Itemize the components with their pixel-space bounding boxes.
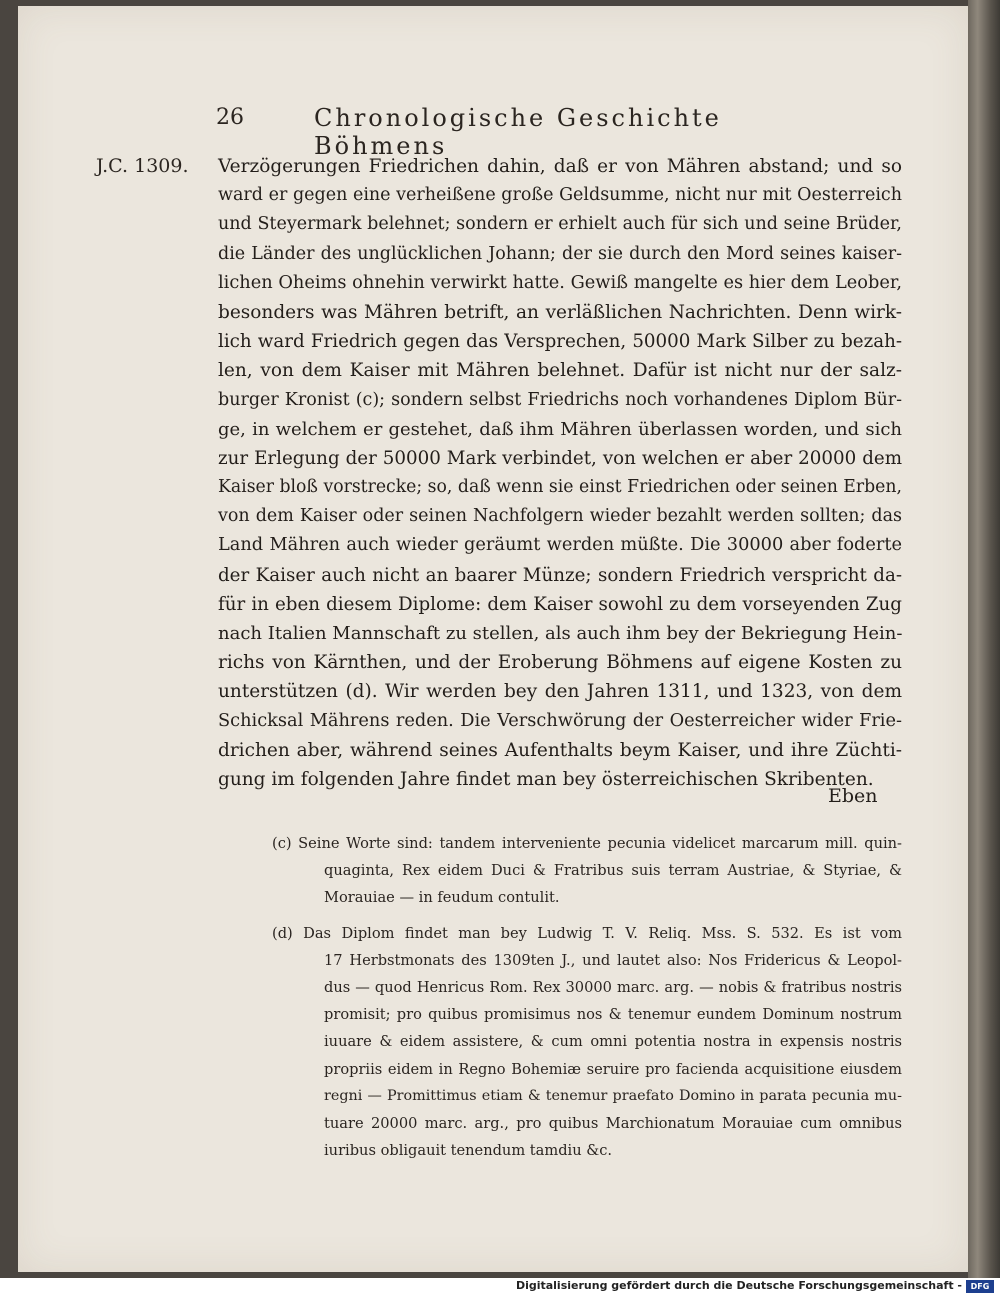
footnote-c-line: (c) Seine Worte sind: tandem interveniente pecunia videlicet marcarum mill. quin- <box>272 835 902 852</box>
digitization-footer <box>0 1278 1000 1295</box>
text-line: der Kaiser auch nicht an baarer Münze; sondern Friedrich verspricht da- <box>218 564 902 586</box>
text-line: lich ward Friedrich gegen das Versprechen, 50000 Mark Silber zu bezah- <box>218 331 902 353</box>
book-edge <box>968 0 1000 1278</box>
running-title: Chronologische Geschichte Böhmens <box>314 104 722 160</box>
footnote-d-line: tuare 20000 marc. arg., pro quibus Marchionatum Morauiae cum omnibus <box>324 1114 902 1132</box>
text-line: ward er gegen eine verheißene große Geldsumme, nicht nur mit Oesterreich <box>218 185 902 206</box>
footnote-d-line: dus — quod Henricus Rom. Rex 30000 marc. arg. — nobis & fratribus nostris <box>324 978 902 996</box>
text-line: Kaiser bloß vorstrecke; so, daß wenn sie einst Friedrichen oder seinen Erben, <box>218 477 902 498</box>
page-number: 26 <box>216 105 244 130</box>
catchword: Eben <box>828 785 878 807</box>
footnote-d-line: 17 Herbstmonats des 1309ten J., und lautet also: Nos Fridericus & Leopol- <box>324 951 902 969</box>
text-line: Verzögerungen Friedrichen dahin, daß er von Mähren abstand; und so <box>218 156 902 177</box>
text-line: lichen Oheims ohnehin verwirkt hatte. Gewiß mangelte es hier dem Leober, <box>218 272 902 293</box>
text-line: len, von dem Kaiser mit Mähren belehnet. Dafür ist nicht nur der salz- <box>218 360 902 382</box>
text-line: drichen aber, während seines Aufenthalts beym Kaiser, und ihre Züchti- <box>218 739 902 761</box>
text-line: nach Italien Mannschaft zu stellen, als auch ihm bey der Bekriegung Hein- <box>218 623 903 644</box>
text-line: die Länder des unglücklichen Johann; der sie durch den Mord seines kaiser- <box>218 243 902 264</box>
text-line: und Steyermark belehnet; sondern er erhielt auch für sich und seine Brüder, <box>218 214 902 235</box>
main-text <box>218 152 902 794</box>
page-header <box>196 100 806 160</box>
footnotes <box>272 830 902 1164</box>
footnote-d-line: propriis eidem in Regno Bohemiæ seruire pro facienda acquisitione eiusdem <box>324 1060 902 1078</box>
text-line: für in eben diesem Diplome: dem Kaiser sowohl zu dem vorseyenden Zug <box>218 593 902 615</box>
footnote-d-line: iuribus obligauit tenendum tamdiu &c. <box>324 1142 613 1160</box>
text-line: von dem Kaiser oder seinen Nachfolgern wieder bezahlt werden sollten; das <box>218 506 902 527</box>
funding-note: Digitalisierung gefördert durch die Deutsche Forschungsgemeinschaft - <box>515 1279 962 1292</box>
text-line: zur Erlegung der 50000 Mark verbindet, von welchen er aber 20000 dem <box>218 447 902 469</box>
footnote-d-line: promisit; pro quibus promisimus nos & tenemur eundem Dominum nostrum <box>324 1006 902 1024</box>
margin-year: J.C. 1309. <box>96 155 189 177</box>
text-line: Schicksal Mährens reden. Die Verschwörung der Oesterreicher wider Frie- <box>218 710 902 731</box>
text-line: ge, in welchem er gestehet, daß ihm Mähren überlassen worden, und sich <box>218 418 902 440</box>
footnote-d-line: iuuare & eidem assistere, & cum omni potentia nostra in expensis nostris <box>324 1033 902 1051</box>
dfg-logo: DFG <box>966 1280 994 1293</box>
text-line: besonders was Mähren betrift, an verläßlichen Nachrichten. Denn wirk- <box>218 301 902 323</box>
text-line: burger Kronist (c); sondern selbst Friedrichs noch vorhandenes Diplom Bür- <box>218 389 902 410</box>
footnote-c-line: quaginta, Rex eidem Duci & Fratribus suis terram Austriae, & Styriae, & <box>324 862 902 880</box>
text-line: Land Mähren auch wieder geräumt werden müßte. Die 30000 aber foderte <box>218 535 902 556</box>
footnote-c-line: Morauiae — in feudum contulit. <box>324 889 560 907</box>
text-line: gung im folgenden Jahre findet man bey österreichischen Skribenten. <box>218 768 874 790</box>
text-line: unterstützen (d). Wir werden bey den Jahren 1311, und 1323, von dem <box>218 681 902 703</box>
text-line: richs von Kärnthen, und der Eroberung Böhmens auf eigene Kosten zu <box>218 652 902 674</box>
footnote-d-line: (d) Das Diplom findet man bey Ludwig T. V. Reliq. Mss. S. 532. Es ist vom <box>272 924 902 942</box>
footnote-d-line: regni — Promittimus etiam & tenemur praefato Domino in parata pecunia mu- <box>324 1087 902 1104</box>
